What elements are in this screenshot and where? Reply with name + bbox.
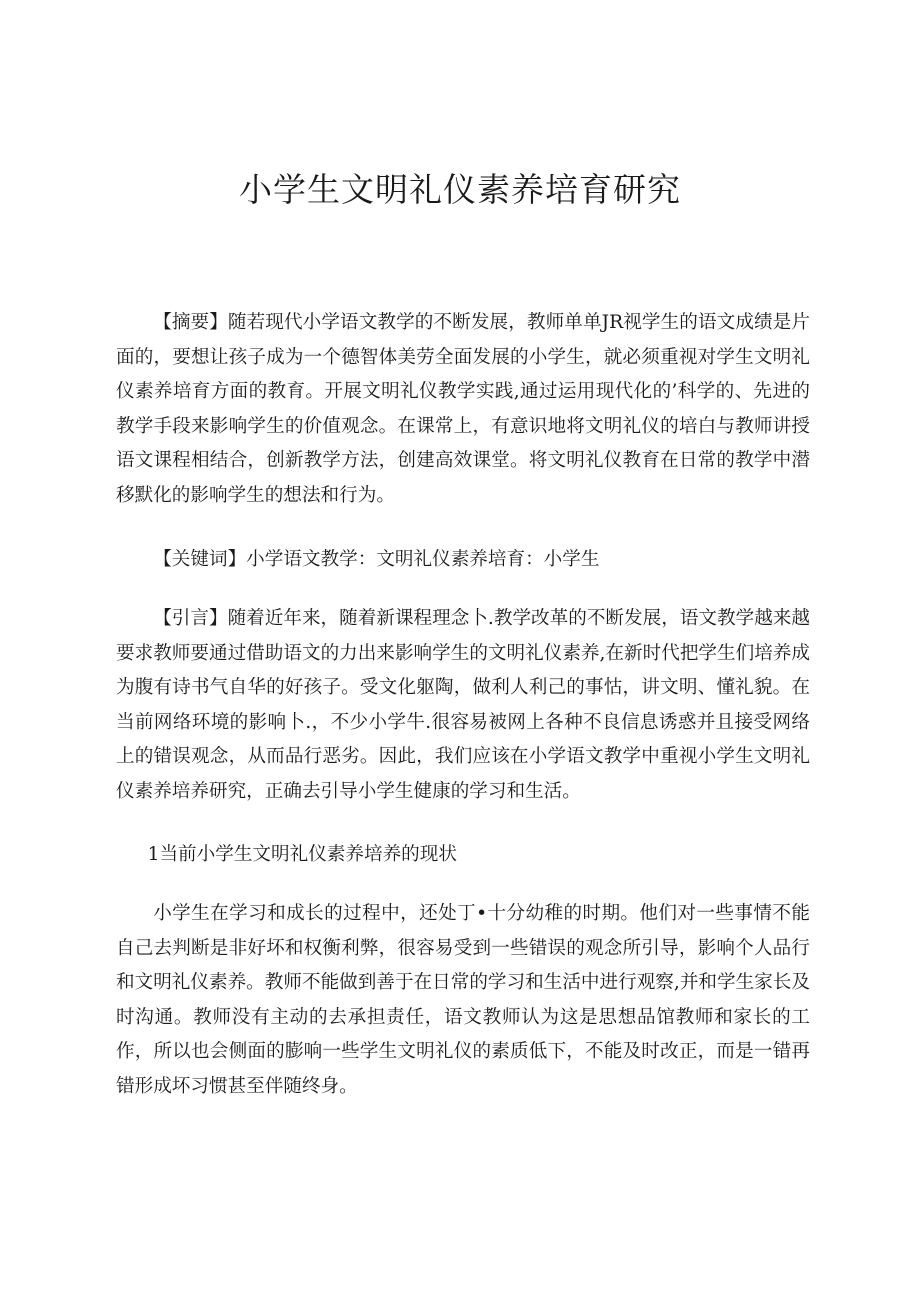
section-heading: 1当前小学生文明礼仪素养培养的现状: [147, 844, 457, 865]
keywords-paragraph: 【关键词】小学语文教学：文明礼仪素养培育：小学生: [153, 549, 600, 570]
introduction-paragraph: 【引言】随着近年来，随着新课程理念卜.教学改革的不断发展，语文教学越来越要求教师要通过借助语文的力出来影响学生的文明礼仪素养,在新时代把学生们培养成为腹有诗书气自华的好孩子。受文化躯陶，做利人利己的事怙，讲文明、懂礼貌。在当前网络环境的影响卜.，不少小学牛.很容易被网上各种不良信息诱惑并且接受网络上的错误观念，从而品行恶劣。因此，我们应该在小学语文教学中重视小学生文明礼仪素养培养研究，正确去引导小学生健康的学习和生活。: [116, 608, 810, 802]
section-body-paragraph: 小学生在学习和成长的过程中，还处丁•十分幼稚的时期。他们对一些事情不能自己去判断是非好坏和权衡利弊，很容易受到一些错误的观念所引导，影响个人品行和文明礼仪素养。教师不能做到善于在日常的学习和生活中进行观察,并和学生家长及时沟通。教师没有主动的去承担责任，语文教师认为这是思想品馆教师和家长的工作，所以也会侧面的膨响一些学生文明礼仪的素质低下，不能及时改正，而是一错再错形成坏习惯甚至伴随终身。: [116, 903, 810, 1097]
abstract-paragraph: 【摘要】随若现代小学语文教学的不断发展，教师单单JR视学生的语文成绩是片面的，要想让孩子成为一个德智体美劳全面发展的小学生，就必须重视对学生文明礼仪素养培育方面的教育。开展文明礼仪教学实践,通过运用现代化的’科学的、先进的教学手段来影响学生的价值观念。在课常上，有意识地将文明礼仪的培白与教师讲授语文课程相结合，创新教学方法，创建高效课堂。将文明礼仪教育在日常的教学中潜移默化的影响学生的想法和行为。: [116, 312, 810, 506]
document-title: 小学生文明礼仪素养培育研究: [239, 170, 681, 209]
